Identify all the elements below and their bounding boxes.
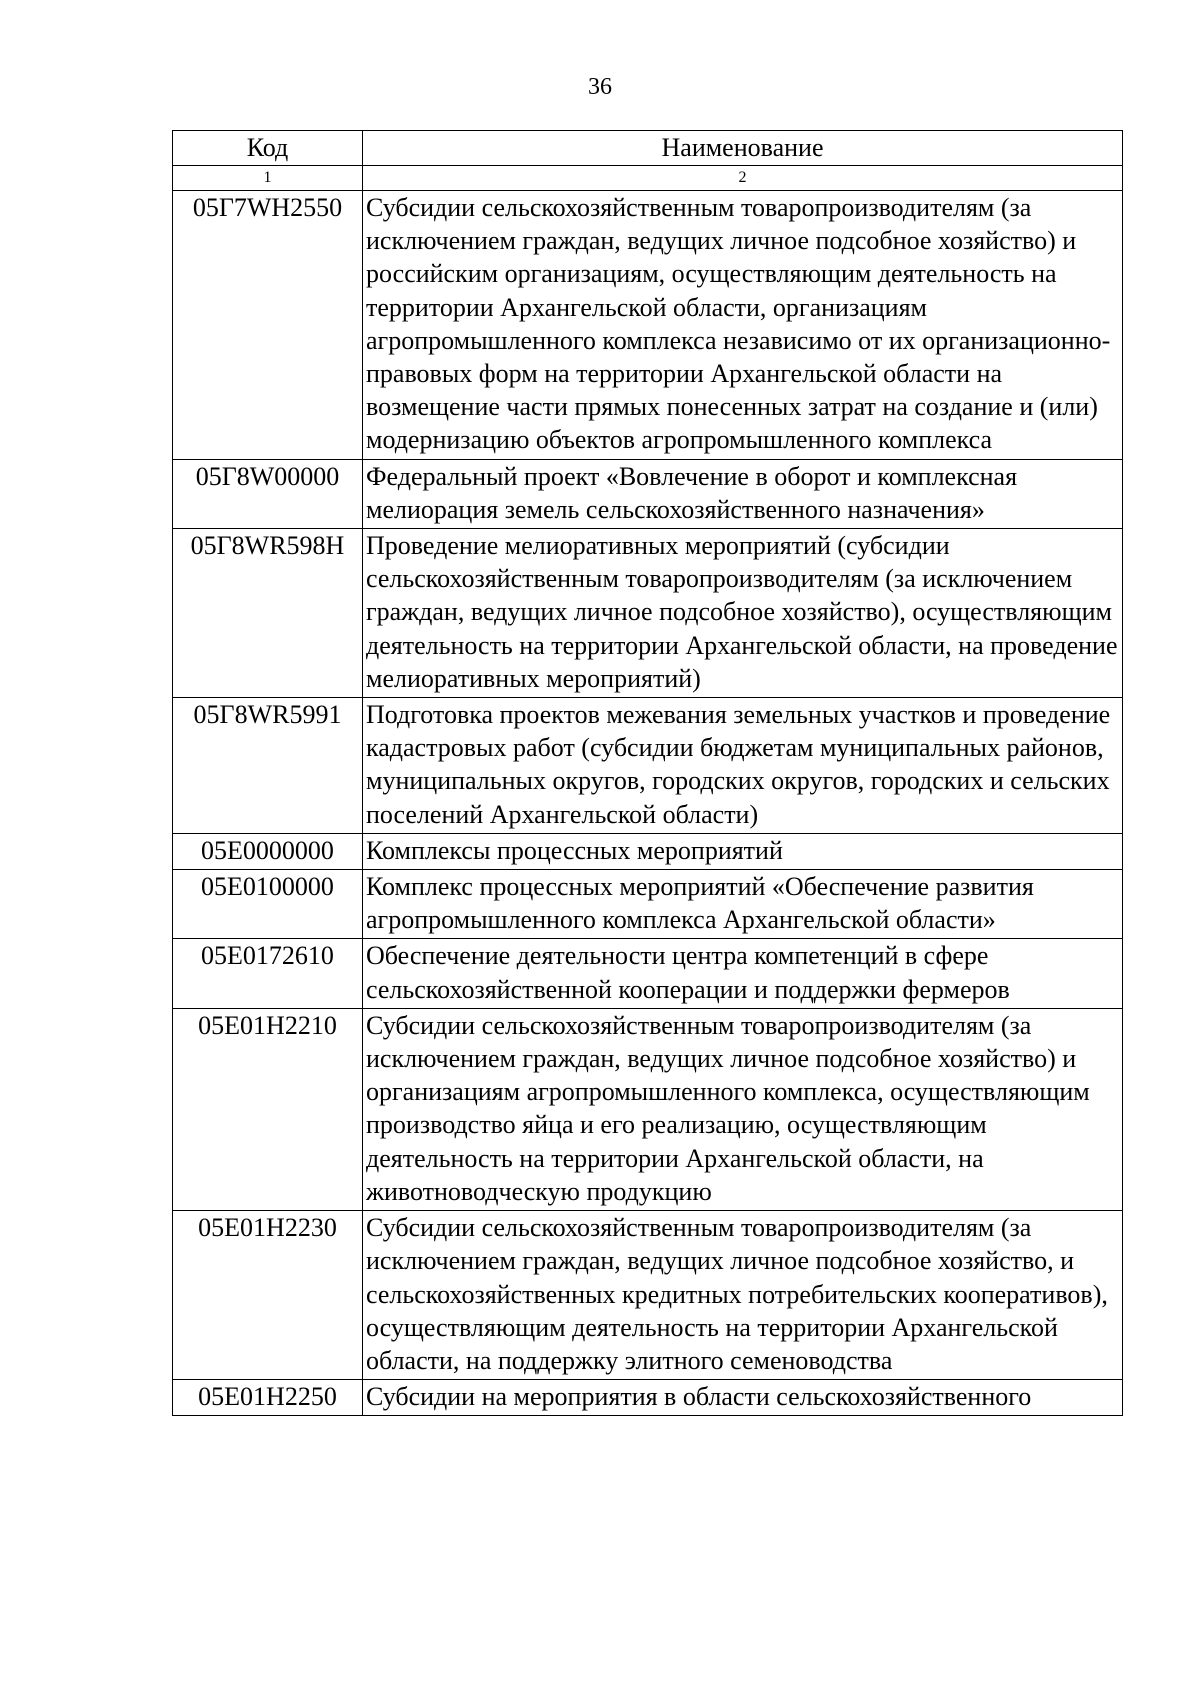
table-row (173, 1380, 1123, 1416)
table-row (173, 529, 1123, 698)
column-number-code: 1 (173, 166, 363, 191)
row-name: Комплексы процессных мероприятий (363, 833, 1123, 869)
header-code: Код (173, 131, 363, 166)
row-code: 05Г8W00000 (173, 459, 363, 528)
table-row (173, 1008, 1123, 1210)
table-header (173, 131, 1123, 191)
row-name: Обеспечение деятельности центра компетенций в сфере сельскохозяйственной кооперации и поддержки фермеров (363, 939, 1123, 1008)
row-code: 05Г8WR5991 (173, 698, 363, 834)
header-row (173, 131, 1123, 166)
table-row (173, 698, 1123, 834)
row-name: Субсидии сельскохозяйственным товаропроизводителям (за исключением граждан, ведущих личное подсобное хозяйство, и сельскохозяйственных кредитных потребительских кооперативов), осуществляющим деятельность на территории Архангельской области, на поддержку элитного семеноводства (363, 1211, 1123, 1380)
row-code: 05Е0172610 (173, 939, 363, 1008)
row-code: 05Е01Н2210 (173, 1008, 363, 1210)
column-number-name: 2 (363, 166, 1123, 191)
row-code: 05Е0000000 (173, 833, 363, 869)
row-name: Федеральный проект «Вовлечение в оборот и комплексная мелиорация земель сельскохозяйственного назначения» (363, 459, 1123, 528)
row-name: Проведение мелиоративных мероприятий (субсидии сельскохозяйственным товаропроизводителям (за исключением граждан, ведущих личное подсобное хозяйство), осуществляющим деятельность на территории Архангельской области, на проведение мелиоративных мероприятий) (363, 529, 1123, 698)
row-name: Субсидии на мероприятия в области сельскохозяйственного (363, 1380, 1123, 1416)
table-row (173, 870, 1123, 939)
table-body (173, 191, 1123, 1416)
row-name: Комплекс процессных мероприятий «Обеспечение развития агропромышленного комплекса Архангельской области» (363, 870, 1123, 939)
budget-code-table (172, 130, 1123, 1416)
row-code: 05Е01Н2250 (173, 1380, 363, 1416)
table-row (173, 459, 1123, 528)
page-number: 36 (588, 74, 612, 100)
header-name: Наименование (363, 131, 1123, 166)
table-row (173, 939, 1123, 1008)
table-row (173, 1211, 1123, 1380)
row-name: Подготовка проектов межевания земельных участков и проведение кадастровых работ (субсидии бюджетам муниципальных районов, муниципальных округов, городских округов, городских и сельских поселений Архангельской области) (363, 698, 1123, 834)
row-name: Субсидии сельскохозяйственным товаропроизводителям (за исключением граждан, ведущих личное подсобное хозяйство) и организациям агропромышленного комплекса, осуществляющим производство яйца и его реализацию, осуществляющим деятельность на территории Архангельской области, на животноводческую продукцию (363, 1008, 1123, 1210)
row-code: 05Г7WH2550 (173, 191, 363, 460)
row-name: Субсидии сельскохозяйственным товаропроизводителям (за исключением граждан, ведущих личное подсобное хозяйство) и российским организациям, осуществляющим деятельность на территории Архангельской области, организациям агропромышленного комплекса независимо от их организационно-правовых форм на территории Архангельской области на возмещение части прямых понесенных затрат на создание и (или) модернизацию объектов агропромышленного комплекса (363, 191, 1123, 460)
table-row (173, 191, 1123, 460)
column-number-row (173, 166, 1123, 191)
table-row (173, 833, 1123, 869)
row-code: 05Г8WR598H (173, 529, 363, 698)
row-code: 05Е0100000 (173, 870, 363, 939)
row-code: 05Е01Н2230 (173, 1211, 363, 1380)
